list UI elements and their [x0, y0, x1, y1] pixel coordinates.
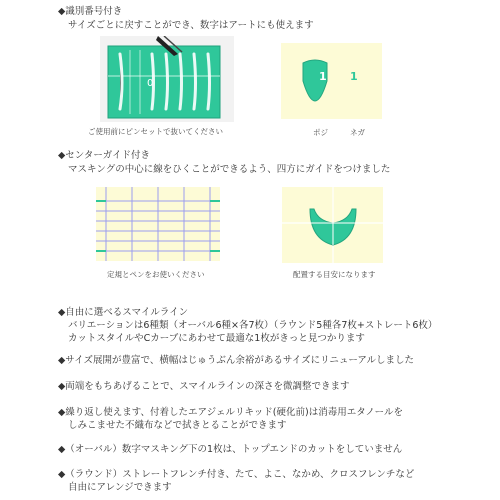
masking-sheet-image: [100, 36, 234, 122]
sheet-number: 0: [147, 78, 154, 89]
posi-nega-panel: [281, 43, 382, 119]
masking-sheet-photo: [100, 36, 234, 122]
feature-line: ◆（オーバル）数字マスキング下の1枚は、トップエンドのカットをしていません: [58, 444, 403, 455]
section2-description: マスキングの中心に線をひくことができるよう、四方にガイドをつけました: [68, 164, 391, 175]
nega-digit: 1: [350, 70, 358, 83]
posi-label: ポジ: [313, 128, 328, 137]
center-guide-grid: [96, 187, 220, 261]
feature-line: ◆（ラウンド）ストレートフレンチ付き、たて、よこ、なかめ、クロスフレンチなど: [58, 469, 415, 480]
posi-nega-illustration: [281, 43, 382, 119]
section1-description: サイズごとに戻すことができ、数字はアートにも使えます: [68, 20, 314, 31]
feature-smile-line: [58, 306, 437, 345]
center-guide-grid-panel: [96, 187, 220, 261]
feature-depth-adjust: [58, 380, 349, 393]
placement-guide-panel: [282, 187, 383, 263]
feature-line: カットスタイルやCカーブにあわせて最適な1枚がきっと見つかります: [68, 333, 365, 344]
nega-label: ネガ: [350, 128, 365, 137]
section2-right-caption: 配置する目安になります: [293, 270, 376, 279]
feature-oval-note: [58, 443, 402, 456]
posi-digit: 1: [319, 70, 327, 83]
section2-left-caption: 定規とペンをお使いください: [107, 270, 205, 279]
feature-line: ◆両端をもちあげることで、スマイルラインの深さを微調整できます: [58, 381, 350, 392]
section1-left-caption: ご使用前にピンセットで抜いてください: [88, 127, 223, 136]
section1-heading: ◆識別番号付き: [58, 6, 123, 17]
feature-line: ◆自由に選べるスマイルライン: [58, 307, 189, 318]
feature-line: バリエーションは6種類（オーバル6種×各7枚）（ラウンド5種各7枚+ストレート6枚）: [68, 320, 438, 331]
feature-round-french: [58, 468, 414, 494]
feature-line: 自由にアレンジできます: [68, 482, 172, 493]
feature-line: ◆サイズ展開が豊富で、横幅はじゅうぶん余裕があるサイズにリニューアルしました: [58, 355, 415, 366]
feature-size-range: [58, 354, 414, 367]
section2-heading: ◆センターガイド付き: [58, 150, 150, 161]
feature-line: ◆繰り返し使えます、付着したエアジェルリキッド(硬化前)は消毒用エタノールを: [58, 407, 403, 418]
feature-reusable: [58, 406, 403, 432]
feature-line: しみこませた不織布などで拭きとることができます: [68, 420, 287, 431]
placement-guide-illustration: [282, 187, 383, 263]
